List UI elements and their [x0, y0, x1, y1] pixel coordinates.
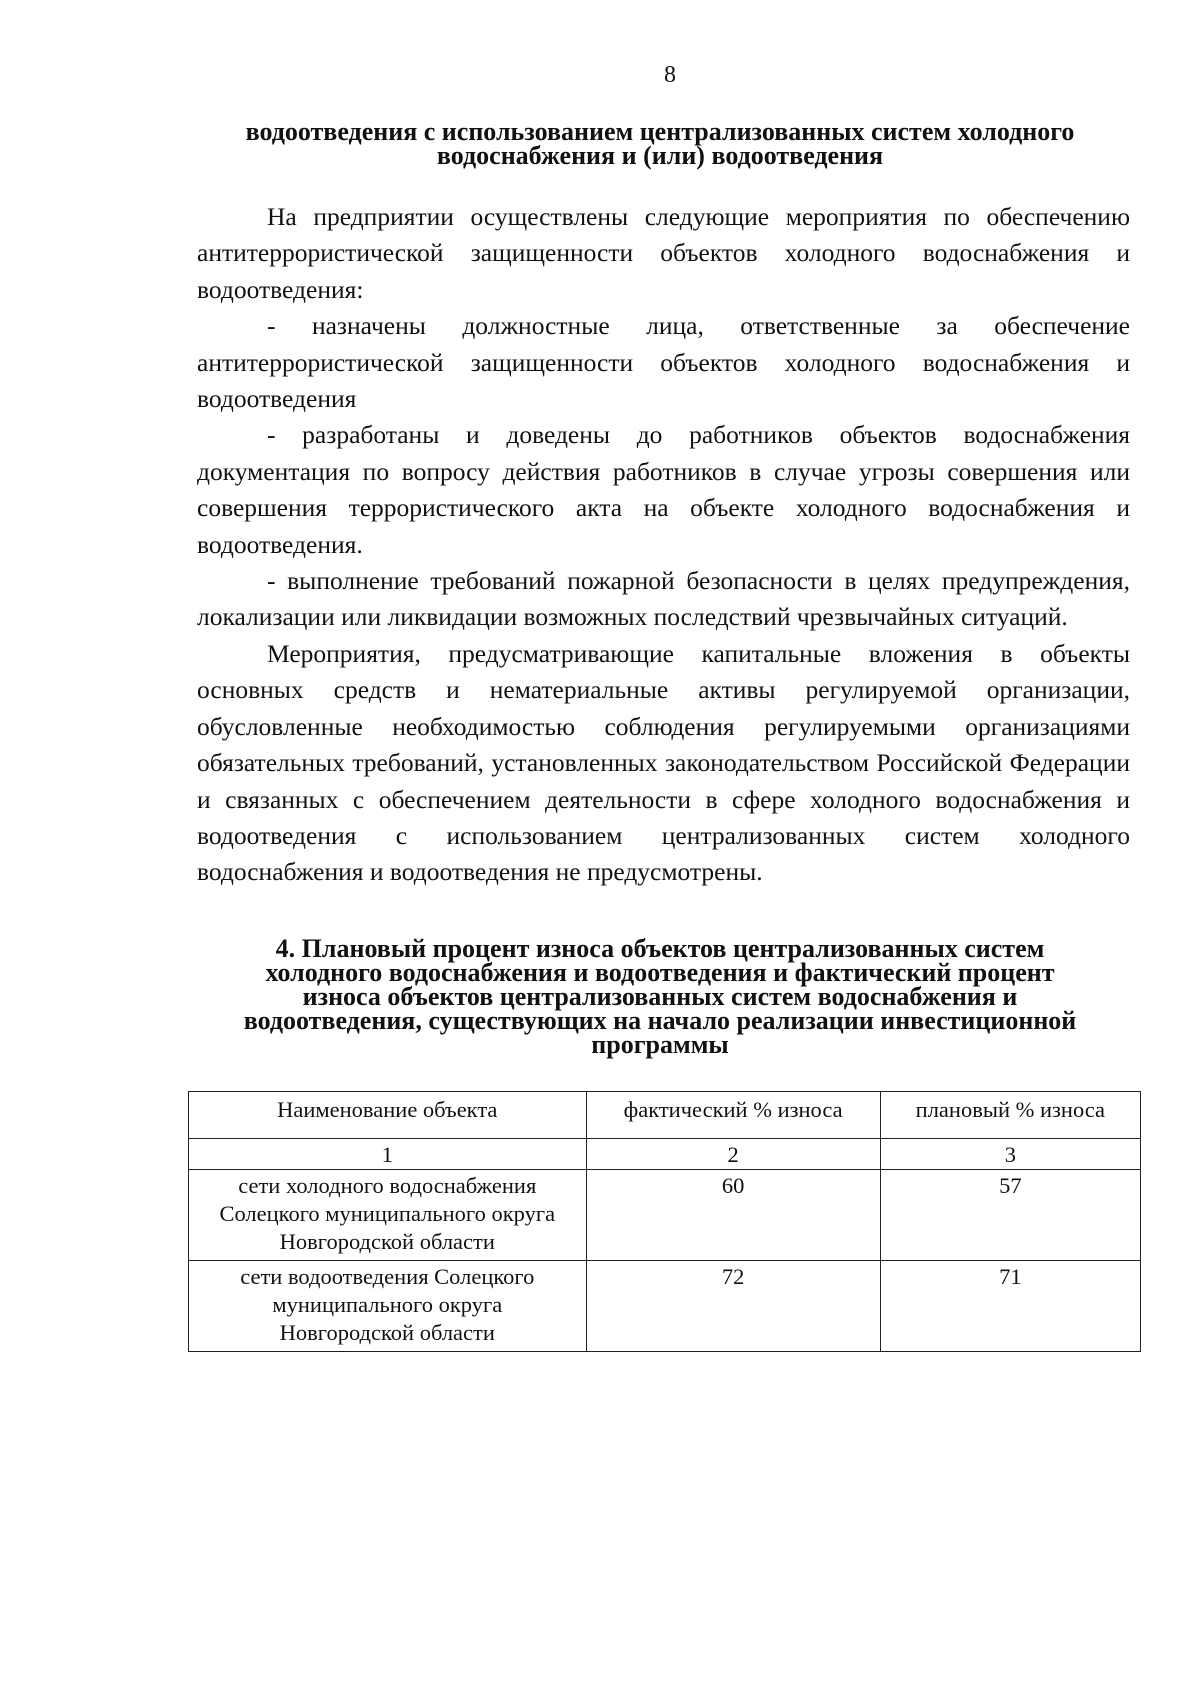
object-name-line: сети водоотведения Солецкого: [240, 1264, 535, 1289]
paragraph-item-officials: - назначены должностные лица, ответственные за обеспечение антитеррористической защищенности объектов холодного водоснабжения и водоотведения: [197, 311, 1130, 414]
section-4-title: [190, 934, 1130, 1059]
table-row: [189, 1261, 1141, 1352]
page-number: 8: [664, 62, 676, 88]
continued-heading: [190, 117, 1130, 170]
paragraph-intro: На предприятии осуществлены следующие мероприятия по обеспечению антитеррористической защищенности объектов холодного водоснабжения и водоотведения:: [197, 202, 1130, 304]
planned-wear-cell: 57: [880, 1170, 1140, 1261]
header-object-name: Наименование объекта: [189, 1092, 587, 1139]
paragraph-item-fire-safety: - выполнение требований пожарной безопасности в целях предупреждения, локализации или ликвидации возможных последствий чрезвычайных ситуаций.: [197, 566, 1130, 632]
actual-wear-cell: 60: [586, 1170, 880, 1261]
object-name-line: Солецкого муниципального округа: [219, 1201, 556, 1226]
wear-percentage-table: [188, 1091, 1141, 1352]
index-cell: 3: [880, 1139, 1140, 1170]
continued-heading-line: водоснабжения и (или) водоотведения: [436, 141, 884, 170]
section-4-title-line: 4. Плановый процент износа объектов централизованных систем: [275, 934, 1045, 963]
header-actual-wear: фактический % износа: [586, 1092, 880, 1139]
planned-wear-cell: 71: [880, 1261, 1140, 1352]
header-planned-wear: плановый % износа: [880, 1092, 1140, 1139]
object-name-line: Новгородской области: [279, 1229, 495, 1254]
table-index-row: [189, 1139, 1141, 1170]
index-cell: 2: [586, 1139, 880, 1170]
actual-wear-cell: 72: [586, 1261, 880, 1352]
paragraph-item-documentation: - разработаны и доведены до работников объектов водоснабжения документация по вопросу действия работников в случае угрозы совершения или совершения террористического акта на объекте холодного водоснабжения и водоотведения.: [197, 420, 1130, 559]
object-name-cell: [189, 1170, 587, 1261]
measures-text: [197, 199, 1130, 891]
section-4-title-line: водоотведения, существующих на начало реализации инвестиционной: [243, 1006, 1077, 1035]
object-name-line: Новгородской области: [279, 1320, 495, 1345]
section-4-title-line: износа объектов централизованных систем водоснабжения и: [302, 982, 1018, 1011]
object-name-line: сети холодного водоснабжения: [238, 1173, 537, 1198]
object-name-line: муниципального округа: [272, 1292, 503, 1317]
index-cell: 1: [189, 1139, 587, 1170]
paragraph-capital-investments: Мероприятия, предусматривающие капитальные вложения в объекты основных средств и нематериальные активы регулируемой организации, обусловленные необходимостью соблюдения регулируемыми организациями обязательных требований, установленных законодательством Российской Федерации и связанных с обеспечением деятельности в сфере холодного водоснабжения и водоотведения с использованием централизованных систем холодного водоснабжения и водоотведения не предусмотрены.: [197, 638, 1130, 887]
object-name-cell: [189, 1261, 587, 1352]
section-4-title-line: холодного водоснабжения и водоотведения и фактический процент: [265, 958, 1055, 987]
table-row: [189, 1170, 1141, 1261]
continued-heading-line: водоотведения с использованием централизованных систем холодного: [245, 117, 1075, 146]
section-4-title-line: программы: [591, 1030, 729, 1059]
table-header-row: [189, 1092, 1141, 1139]
